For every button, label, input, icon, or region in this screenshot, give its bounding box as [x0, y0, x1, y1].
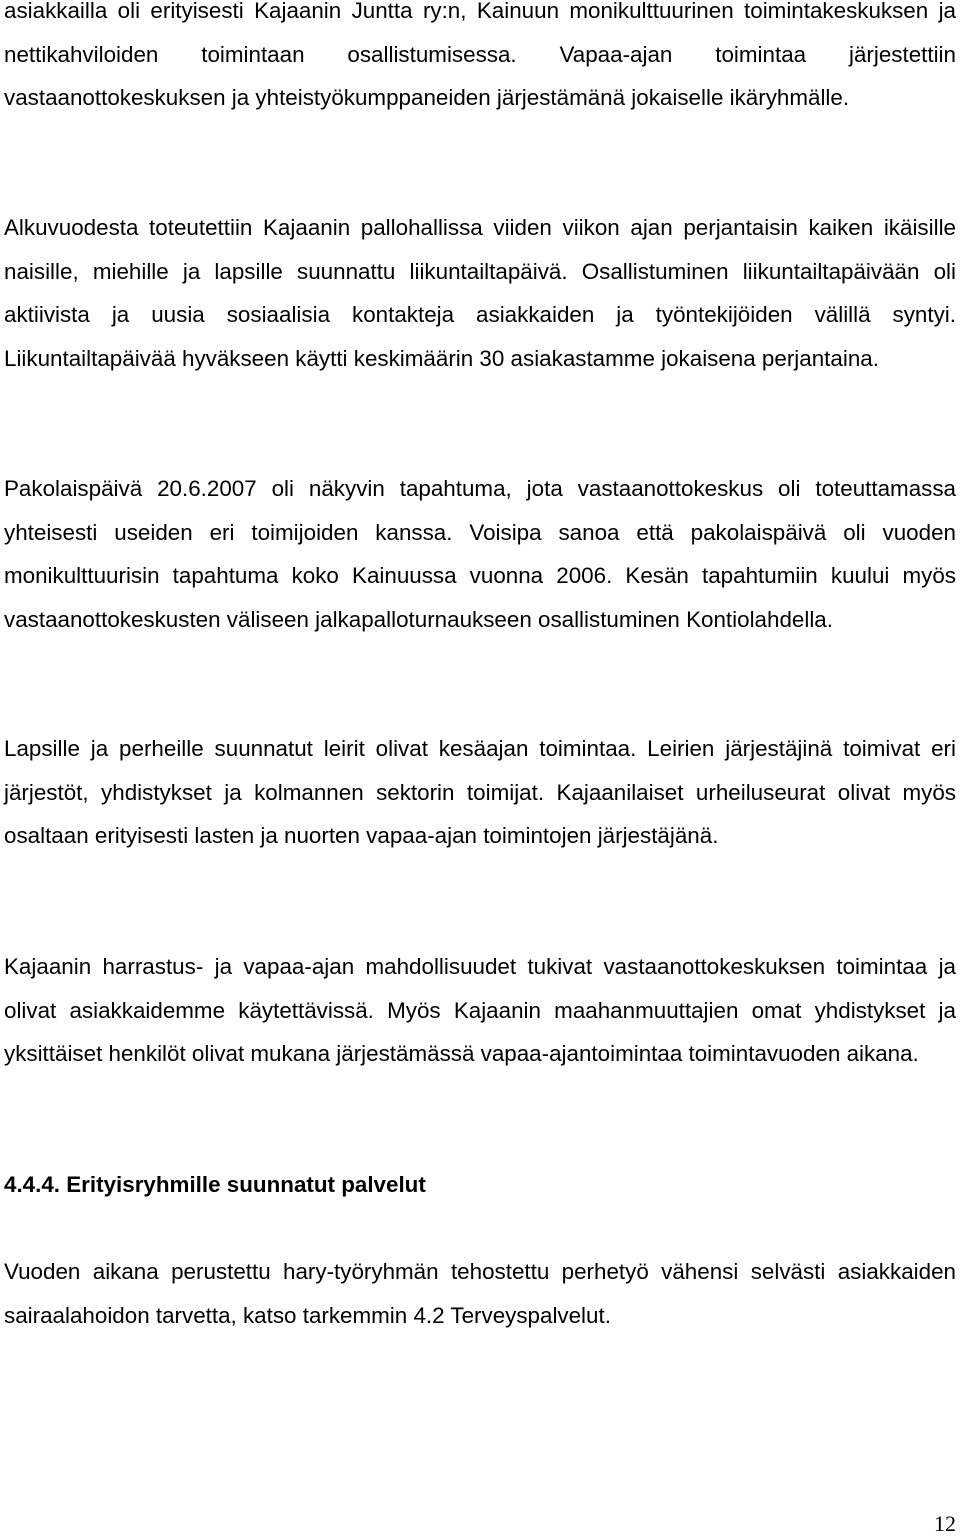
paragraph-leisure-activities: asiakkailla oli erityisesti Kajaanin Juntta ry:n, Kainuun monikulttuurinen toimintakeskuksen ja nettikahviloiden toimintaan osallistumisessa. Vapaa-ajan toimintaa järjestettiin vastaanottokeskuksen ja yhteistyökumppaneiden järjestämänä jokaiselle ikäryhmälle.	[4, 0, 956, 111]
paragraph-special-groups: Vuoden aikana perustettu hary-työryhmän tehostettu perhetyö vähensi selvästi asiakkaiden sairaalahoidon tarvetta, katso tarkemmin 4.2 Terveyspalvelut.	[4, 1259, 956, 1328]
section-heading: 4.4.4. Erityisryhmille suunnatut palvelut	[4, 1172, 426, 1197]
paragraph-summer-camps: Lapsille ja perheille suunnatut leirit olivat kesäajan toimintaa. Leirien järjestäjinä toimivat eri järjestöt, yhdistykset ja kolmannen sektorin toimijat. Kajaanilaiset urheiluseurat olivat myös osaltaan erityisesti lasten ja nuorten vapaa-ajan toimintojen järjestäjänä.	[4, 736, 956, 849]
paragraph-hobby-opportunities: Kajaanin harrastus- ja vapaa-ajan mahdollisuudet tukivat vastaanottokeskuksen toimintaa ja olivat asiakkaidemme käytettävissä. Myös Kajaanin maahanmuuttajien omat yhdistykset ja yksittäiset henkilöt olivat mukana järjestämässä vapaa-ajantoimintaa toimintavuoden aikana.	[4, 954, 956, 1067]
paragraph-refugee-day: Pakolaispäivä 20.6.2007 oli näkyvin tapahtuma, jota vastaanottokeskus oli toteuttamassa yhteisesti useiden eri toimijoiden kanssa. Voisipa sanoa että pakolaispäivä oli vuoden monikulttuurisin tapahtuma koko Kainuussa vuonna 2006. Kesän tapahtumiin kuului myös vastaanottokeskusten väliseen jalkapalloturnaukseen osallistuminen Kontiolahdella.	[4, 476, 956, 632]
page-number: 12	[934, 1511, 956, 1536]
paragraph-sports-afternoon: Alkuvuodesta toteutettiin Kajaanin pallohallissa viiden viikon ajan perjantaisin kaiken ikäisille naisille, miehille ja lapsille suunnattu liikuntailtapäivä. Osallistuminen liikuntailtapäivään oli aktiivista ja uusia sosiaalisia kontakteja asiakkaiden ja työntekijöiden välillä syntyi. Liikuntailtapäivää hyväkseen käytti keskimäärin 30 asiakastamme jokaisena perjantaina.	[4, 215, 956, 371]
